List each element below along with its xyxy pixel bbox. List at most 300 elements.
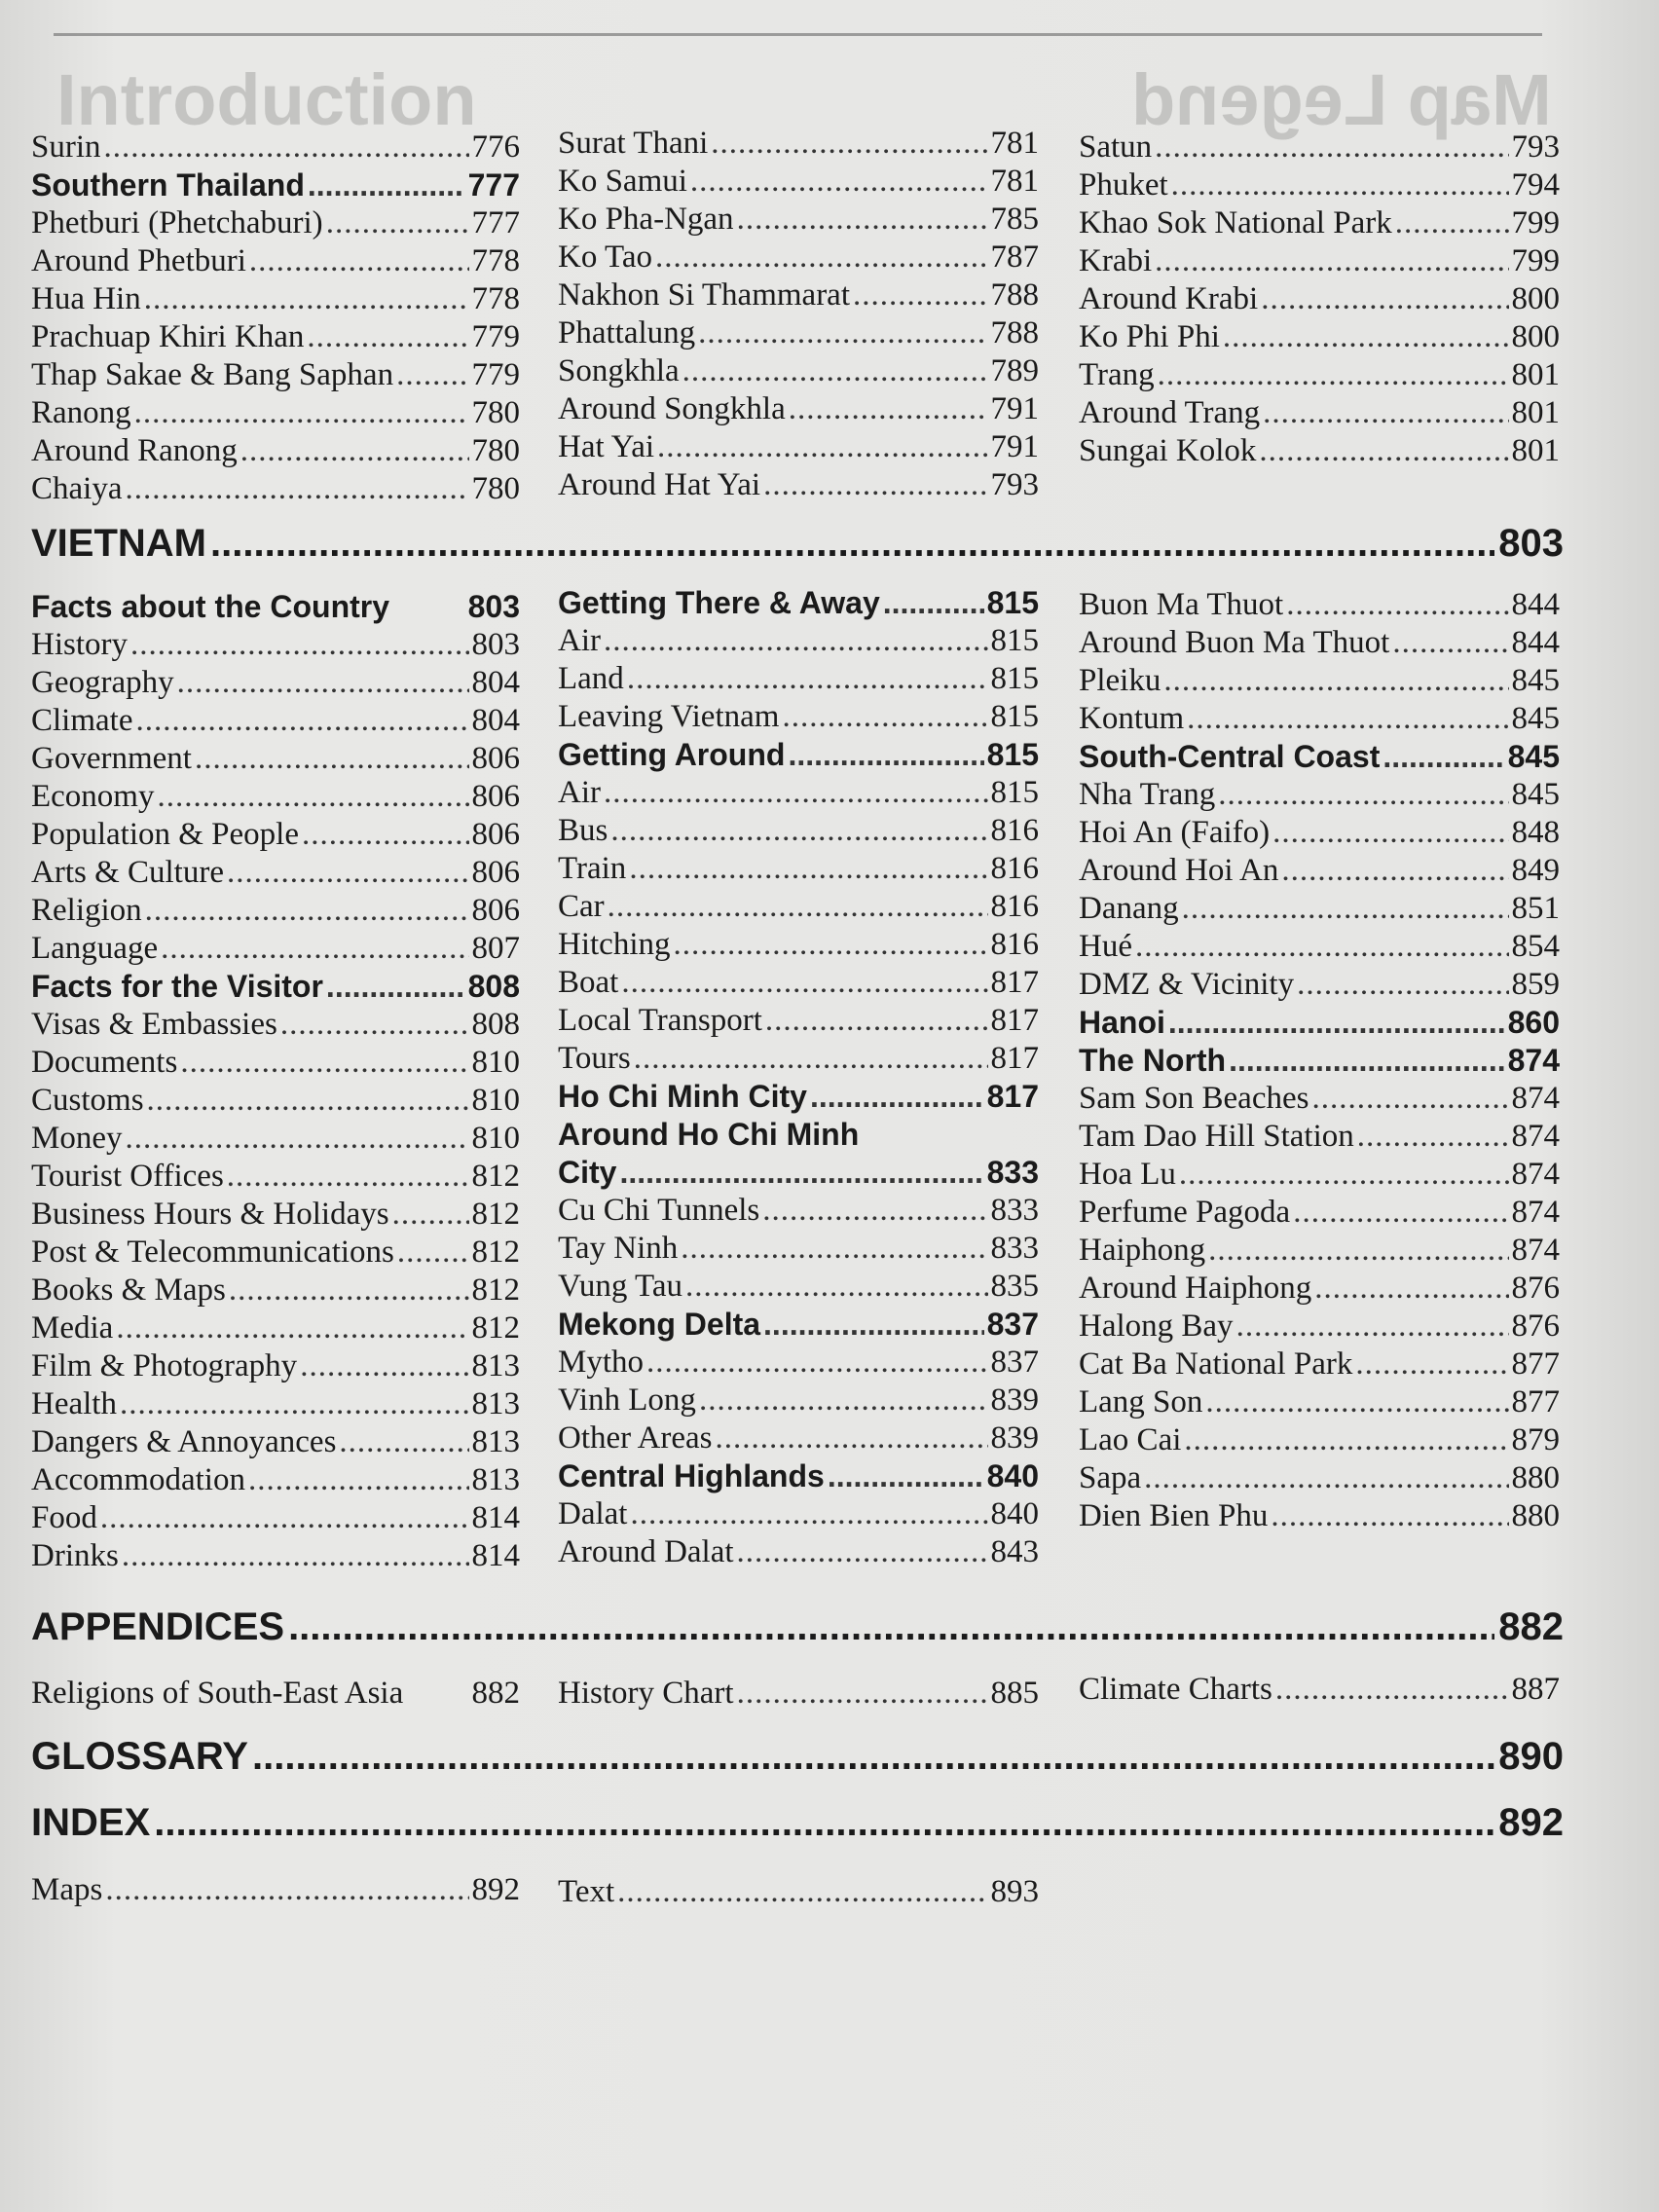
toc-entry[interactable] xyxy=(1079,1308,1560,1346)
section-page: 890 xyxy=(1498,1735,1564,1778)
toc-entry[interactable] xyxy=(1079,700,1560,738)
toc-entry[interactable] xyxy=(1079,1194,1560,1232)
toc-entry[interactable] xyxy=(558,926,1039,964)
toc-entry[interactable] xyxy=(31,892,520,930)
entry-page-number: 812 xyxy=(471,1197,520,1232)
thailand-col-3 xyxy=(1079,129,1560,470)
entry-page-number: 840 xyxy=(986,1458,1039,1493)
leader-dots xyxy=(619,1154,983,1192)
leader-dots xyxy=(1263,394,1508,432)
leader-dots xyxy=(104,129,469,166)
leader-dots xyxy=(655,239,988,276)
toc-entry[interactable] xyxy=(558,1419,1039,1457)
entry-label: Hat Yai xyxy=(558,429,655,464)
toc-entry[interactable] xyxy=(31,1537,520,1575)
leader-dots xyxy=(240,432,469,470)
toc-entry[interactable] xyxy=(1079,1270,1560,1308)
toc-entry[interactable] xyxy=(558,428,1039,466)
toc-entry[interactable] xyxy=(1079,394,1560,432)
thailand-col-1 xyxy=(31,129,520,508)
leader-dots xyxy=(1223,318,1509,356)
leader-dots xyxy=(646,1344,987,1382)
entry-page-number: 791 xyxy=(990,391,1039,426)
toc-entry[interactable] xyxy=(1079,776,1560,814)
toc-entry[interactable] xyxy=(31,204,520,242)
toc-entry[interactable] xyxy=(1079,586,1560,624)
entry-page-number: 839 xyxy=(990,1382,1039,1418)
entry-label: Around Hat Yai xyxy=(558,467,761,502)
entry-label: Tours xyxy=(558,1041,631,1076)
entry-page-number: 880 xyxy=(1511,1460,1560,1495)
entry-label: Geography xyxy=(31,665,174,700)
entry-page-number: 800 xyxy=(1511,319,1560,354)
entry-label: Bus xyxy=(558,813,608,848)
toc-entry[interactable] xyxy=(31,778,520,816)
entry-label: Health xyxy=(31,1386,117,1421)
entry-label: Media xyxy=(31,1310,114,1346)
toc-entry[interactable] xyxy=(558,390,1039,428)
entry-label: Customs xyxy=(31,1083,144,1118)
vietnam-col-2 xyxy=(558,584,1039,1571)
entry-page-number: 806 xyxy=(471,893,520,928)
entry-label: Drinks xyxy=(31,1538,119,1573)
toc-entry[interactable] xyxy=(31,1309,520,1347)
entry-label: Air xyxy=(558,775,601,810)
entry-page-number: 815 xyxy=(990,623,1039,658)
leader-dots xyxy=(634,1040,988,1078)
toc-entry[interactable] xyxy=(558,1040,1039,1078)
appendices-entry-1 xyxy=(31,1675,520,1713)
toc-entry[interactable] xyxy=(1079,814,1560,852)
toc-entry[interactable] xyxy=(31,1461,520,1499)
entry-page-number: 788 xyxy=(990,277,1039,313)
entry-label: Getting Around xyxy=(558,737,786,772)
section-page: 803 xyxy=(1498,522,1564,565)
leader-dots xyxy=(610,812,987,850)
toc-entry[interactable] xyxy=(1079,1042,1560,1080)
entry-page-number: 833 xyxy=(986,1155,1039,1190)
entry-page-number: 813 xyxy=(471,1386,520,1421)
toc-entry[interactable] xyxy=(558,1382,1039,1419)
entry-label: Cat Ba National Park xyxy=(1079,1346,1353,1382)
toc-entry[interactable] xyxy=(31,166,520,204)
leader-dots xyxy=(1275,1671,1509,1709)
entry-label: Haiphong xyxy=(1079,1233,1206,1268)
toc-entry[interactable] xyxy=(31,968,520,1006)
toc-entry[interactable] xyxy=(1079,738,1560,776)
entry-label: Sam Son Beaches xyxy=(1079,1081,1309,1116)
toc-entry[interactable] xyxy=(31,1675,520,1713)
leader-dots xyxy=(210,519,1494,568)
leader-dots xyxy=(227,854,469,892)
toc-entry[interactable] xyxy=(558,850,1039,888)
appendices-entry-2 xyxy=(558,1675,1039,1713)
entry-page-number: 804 xyxy=(471,665,520,700)
index-entry-maps xyxy=(31,1871,520,1909)
toc-entry[interactable] xyxy=(31,1234,520,1272)
leader-dots xyxy=(300,1347,468,1385)
toc-entry[interactable] xyxy=(558,888,1039,926)
leader-dots xyxy=(126,1120,469,1158)
toc-entry[interactable] xyxy=(558,163,1039,201)
entry-page-number: 843 xyxy=(990,1534,1039,1569)
toc-entry[interactable] xyxy=(31,664,520,702)
entry-page-number: 887 xyxy=(1511,1672,1560,1707)
toc-entry[interactable] xyxy=(558,1873,1039,1911)
toc-entry[interactable] xyxy=(31,702,520,740)
entry-label: Sapa xyxy=(1079,1460,1142,1495)
entry-label: Money xyxy=(31,1121,123,1156)
toc-entry[interactable] xyxy=(31,854,520,892)
toc-entry[interactable] xyxy=(31,1347,520,1385)
toc-entry[interactable] xyxy=(558,774,1039,812)
entry-page-number: 801 xyxy=(1511,395,1560,430)
toc-entry[interactable] xyxy=(31,1385,520,1423)
entry-page-number: 793 xyxy=(990,467,1039,502)
entry-label: Tam Dao Hill Station xyxy=(1079,1119,1354,1154)
entry-label: Around Hoi An xyxy=(1079,853,1279,888)
toc-entry[interactable] xyxy=(558,1344,1039,1382)
entry-label: Prachuap Khiri Khan xyxy=(31,319,305,354)
vietnam-col-1 xyxy=(31,588,520,1575)
leader-dots xyxy=(177,664,469,702)
toc-entry[interactable] xyxy=(558,314,1039,352)
toc-entry[interactable] xyxy=(558,736,1039,774)
toc-entry[interactable] xyxy=(558,698,1039,736)
entry-label: Air xyxy=(558,623,601,658)
entry-label: DMZ & Vicinity xyxy=(1079,967,1295,1002)
toc-entry[interactable] xyxy=(1079,852,1560,890)
toc-entry[interactable] xyxy=(558,660,1039,698)
toc-entry[interactable] xyxy=(31,1196,520,1234)
toc-entry[interactable] xyxy=(1079,1497,1560,1535)
toc-entry[interactable] xyxy=(1079,1346,1560,1383)
leader-dots xyxy=(392,1196,469,1234)
toc-entry[interactable] xyxy=(558,352,1039,390)
toc-entry[interactable] xyxy=(31,280,520,318)
toc-entry[interactable] xyxy=(558,1675,1039,1713)
entry-page-number: 874 xyxy=(1511,1233,1560,1268)
toc-entry[interactable] xyxy=(1079,204,1560,242)
toc-entry[interactable] xyxy=(558,1154,1039,1192)
toc-entry[interactable] xyxy=(31,626,520,664)
entry-page-number: 799 xyxy=(1511,243,1560,278)
toc-entry[interactable] xyxy=(558,466,1039,504)
leader-dots xyxy=(685,1268,987,1306)
bleed-through-heading-right: Map Legend xyxy=(1131,59,1552,140)
entry-page-number: 877 xyxy=(1511,1384,1560,1419)
leader-dots xyxy=(134,394,469,432)
entry-label: Getting There & Away xyxy=(558,585,880,620)
entry-page-number: 816 xyxy=(990,813,1039,848)
leader-dots xyxy=(248,1461,469,1499)
toc-entry[interactable] xyxy=(558,201,1039,239)
entry-page-number: 800 xyxy=(1511,281,1560,316)
leader-dots xyxy=(1286,586,1508,624)
toc-entry[interactable] xyxy=(1079,624,1560,662)
toc-entry[interactable] xyxy=(1079,890,1560,928)
leader-dots xyxy=(288,1603,1494,1651)
entry-label: Language xyxy=(31,931,159,966)
toc-entry[interactable] xyxy=(31,1423,520,1461)
toc-entry[interactable] xyxy=(558,584,1039,622)
entry-page-number: 849 xyxy=(1511,853,1560,888)
leader-dots xyxy=(1395,204,1509,242)
entry-page-number: 874 xyxy=(1511,1157,1560,1192)
leader-dots xyxy=(699,1382,988,1419)
toc-entry[interactable] xyxy=(31,816,520,854)
entry-page-number: 874 xyxy=(1511,1195,1560,1230)
entry-page-number: 833 xyxy=(990,1193,1039,1228)
entry-page-number: 801 xyxy=(1511,357,1560,392)
toc-entry[interactable] xyxy=(1079,966,1560,1004)
entry-page-number: 885 xyxy=(990,1676,1039,1711)
toc-entry[interactable] xyxy=(1079,432,1560,470)
toc-entry[interactable] xyxy=(31,588,520,626)
toc-entry[interactable] xyxy=(1079,1383,1560,1421)
entry-page-number: 814 xyxy=(471,1500,520,1535)
leader-dots xyxy=(135,702,468,740)
entry-label: Car xyxy=(558,889,605,924)
leader-dots xyxy=(828,1457,984,1495)
toc-entry[interactable] xyxy=(1079,1004,1560,1042)
toc-entry[interactable] xyxy=(1079,1459,1560,1497)
leader-dots xyxy=(1259,432,1508,470)
toc-entry[interactable] xyxy=(1079,280,1560,318)
entry-label: Accommodation xyxy=(31,1462,245,1497)
leader-dots xyxy=(326,968,465,1006)
entry-label: Hua Hin xyxy=(31,281,141,316)
entry-page-number: 815 xyxy=(986,585,1039,620)
entry-label: Ranong xyxy=(31,395,131,430)
leader-dots xyxy=(1182,890,1509,928)
leader-dots xyxy=(690,163,988,201)
leader-dots xyxy=(883,584,984,622)
leader-dots xyxy=(762,1192,987,1230)
toc-entry[interactable] xyxy=(558,125,1039,163)
entry-page-number: 844 xyxy=(1511,587,1560,622)
entry-label: Visas & Embassies xyxy=(31,1007,277,1042)
leader-dots xyxy=(125,470,468,508)
leader-dots xyxy=(161,930,468,968)
toc-entry[interactable] xyxy=(558,964,1039,1002)
leader-dots xyxy=(308,166,465,204)
entry-page-number: 874 xyxy=(1507,1043,1560,1078)
leader-dots xyxy=(657,428,987,466)
toc-entry[interactable] xyxy=(31,1158,520,1196)
section-glossary[interactable] xyxy=(31,1732,1564,1781)
toc-entry[interactable] xyxy=(1079,1080,1560,1118)
entry-page-number: 854 xyxy=(1511,929,1560,964)
entry-label: Chaiya xyxy=(31,471,123,506)
entry-label: Songkhla xyxy=(558,353,680,388)
entry-page-number: 777 xyxy=(471,205,520,240)
toc-entry[interactable] xyxy=(1079,1232,1560,1270)
entry-label: Buon Ma Thuot xyxy=(1079,587,1284,622)
leader-dots xyxy=(789,390,988,428)
entry-page-number: 793 xyxy=(1511,129,1560,165)
entry-label: Books & Maps xyxy=(31,1272,226,1308)
entry-page-number: 810 xyxy=(471,1045,520,1080)
leader-dots xyxy=(1357,1118,1509,1156)
toc-entry[interactable] xyxy=(558,622,1039,660)
bleed-through-heading-left: Introduction xyxy=(56,59,477,140)
entry-label: Central Highlands xyxy=(558,1458,825,1493)
entry-page-number: 815 xyxy=(986,737,1039,772)
entry-label: Kontum xyxy=(1079,701,1185,736)
toc-entry[interactable] xyxy=(31,1499,520,1537)
leader-dots xyxy=(1297,966,1508,1004)
leader-dots xyxy=(1205,1383,1508,1421)
entry-label: Pleiku xyxy=(1079,663,1161,698)
toc-entry[interactable] xyxy=(558,1116,1039,1154)
leader-dots xyxy=(147,1082,469,1120)
entry-page-number: 837 xyxy=(990,1345,1039,1380)
leader-dots xyxy=(621,964,987,1002)
leader-dots xyxy=(1261,280,1508,318)
leader-dots xyxy=(249,242,469,280)
entry-label: Sungai Kolok xyxy=(1079,433,1257,468)
toc-entry[interactable] xyxy=(1079,662,1560,700)
leader-dots xyxy=(1135,928,1509,966)
toc-entry[interactable] xyxy=(31,930,520,968)
entry-page-number: 880 xyxy=(1511,1498,1560,1533)
entry-label: Lao Cai xyxy=(1079,1422,1182,1457)
entry-label: Around Krabi xyxy=(1079,281,1259,316)
entry-label: Land xyxy=(558,661,624,696)
entry-page-number: 804 xyxy=(471,703,520,738)
entry-label: Dangers & Annoyances xyxy=(31,1424,337,1459)
toc-entry[interactable] xyxy=(31,242,520,280)
entry-label: Hoi An (Faifo) xyxy=(1079,815,1271,850)
toc-entry[interactable] xyxy=(1079,129,1560,166)
leader-dots xyxy=(1158,356,1509,394)
section-appendices[interactable] xyxy=(31,1603,1564,1651)
leader-dots xyxy=(629,850,987,888)
leader-dots xyxy=(1187,700,1508,738)
section-vietnam[interactable] xyxy=(31,519,1564,568)
toc-entry[interactable] xyxy=(31,740,520,778)
toc-entry[interactable] xyxy=(31,1272,520,1309)
leader-dots xyxy=(307,318,468,356)
entry-page-number: 816 xyxy=(990,889,1039,924)
toc-entry[interactable] xyxy=(31,1082,520,1120)
toc-entry[interactable] xyxy=(558,1192,1039,1230)
entry-label: Boat xyxy=(558,965,619,1000)
entry-page-number: 780 xyxy=(471,471,520,506)
entry-page-number: 781 xyxy=(990,164,1039,199)
toc-entry[interactable] xyxy=(31,432,520,470)
toc-entry[interactable] xyxy=(558,1457,1039,1495)
entry-page-number: 785 xyxy=(990,202,1039,237)
toc-entry[interactable] xyxy=(31,1871,520,1909)
entry-page-number: 807 xyxy=(471,931,520,966)
toc-entry[interactable] xyxy=(1079,356,1560,394)
toc-entry[interactable] xyxy=(558,1306,1039,1344)
leader-dots xyxy=(154,1798,1494,1847)
toc-entry[interactable] xyxy=(31,1044,520,1082)
toc-entry[interactable] xyxy=(31,1006,520,1044)
entry-page-number: 794 xyxy=(1511,167,1560,203)
entry-label: Dalat xyxy=(558,1496,628,1531)
toc-entry[interactable] xyxy=(31,394,520,432)
toc-entry[interactable] xyxy=(558,1268,1039,1306)
toc-entry[interactable] xyxy=(558,1230,1039,1268)
toc-entry[interactable] xyxy=(31,318,520,356)
entry-label: Danang xyxy=(1079,891,1179,926)
entry-page-number: 893 xyxy=(990,1874,1039,1909)
entry-page-number: 876 xyxy=(1511,1309,1560,1344)
leader-dots xyxy=(698,314,987,352)
entry-page-number: 777 xyxy=(467,167,520,203)
leader-dots xyxy=(397,1234,469,1272)
leader-dots xyxy=(608,888,988,926)
leader-dots xyxy=(604,774,988,812)
toc-entry[interactable] xyxy=(31,470,520,508)
entry-page-number: 780 xyxy=(471,395,520,430)
entry-label: Krabi xyxy=(1079,243,1153,278)
toc-entry[interactable] xyxy=(558,1495,1039,1533)
entry-label: Trang xyxy=(1079,357,1155,392)
leader-dots xyxy=(1208,1232,1508,1270)
entry-label: Other Areas xyxy=(558,1420,713,1456)
entry-label: Maps xyxy=(31,1872,103,1907)
entry-label: Around Songkhla xyxy=(558,391,786,426)
leader-dots xyxy=(681,1230,987,1268)
entry-label: Film & Photography xyxy=(31,1348,298,1383)
toc-entry[interactable] xyxy=(1079,242,1560,280)
entry-label: Southern Thailand xyxy=(31,167,305,203)
toc-entry[interactable] xyxy=(558,239,1039,276)
leader-dots xyxy=(617,1873,987,1911)
entry-page-number: 845 xyxy=(1511,701,1560,736)
section-title: VIETNAM xyxy=(31,522,206,565)
leader-dots xyxy=(1236,1308,1509,1346)
toc-entry[interactable] xyxy=(558,1002,1039,1040)
toc-entry[interactable] xyxy=(31,129,520,166)
entry-label: Phuket xyxy=(1079,167,1168,203)
toc-entry[interactable] xyxy=(558,812,1039,850)
entry-page-number: 837 xyxy=(986,1307,1039,1342)
toc-entry[interactable] xyxy=(1079,1421,1560,1459)
entry-label: Tourist Offices xyxy=(31,1159,224,1194)
toc-entry[interactable] xyxy=(1079,1118,1560,1156)
entry-page-number: 776 xyxy=(471,129,520,165)
leader-dots xyxy=(1281,852,1508,890)
leader-dots xyxy=(157,778,468,816)
entry-label: Thap Sakae & Bang Saphan xyxy=(31,357,394,392)
toc-entry[interactable] xyxy=(558,276,1039,314)
leader-dots xyxy=(627,660,988,698)
toc-entry[interactable] xyxy=(558,1533,1039,1571)
entry-page-number: 806 xyxy=(471,741,520,776)
toc-entry[interactable] xyxy=(1079,1671,1560,1709)
toc-entry[interactable] xyxy=(31,1120,520,1158)
toc-entry[interactable] xyxy=(1079,928,1560,966)
toc-entry[interactable] xyxy=(1079,318,1560,356)
toc-entry[interactable] xyxy=(1079,166,1560,204)
entry-page-number: 851 xyxy=(1511,891,1560,926)
entry-page-number: 806 xyxy=(471,855,520,890)
section-index[interactable] xyxy=(31,1798,1564,1847)
entry-page-number: 810 xyxy=(471,1121,520,1156)
toc-entry[interactable] xyxy=(31,356,520,394)
toc-entry[interactable] xyxy=(558,1078,1039,1116)
entry-page-number: 859 xyxy=(1511,967,1560,1002)
entry-label: Cu Chi Tunnels xyxy=(558,1193,760,1228)
entry-label: Khao Sok National Park xyxy=(1079,205,1392,240)
toc-entry[interactable] xyxy=(1079,1156,1560,1194)
